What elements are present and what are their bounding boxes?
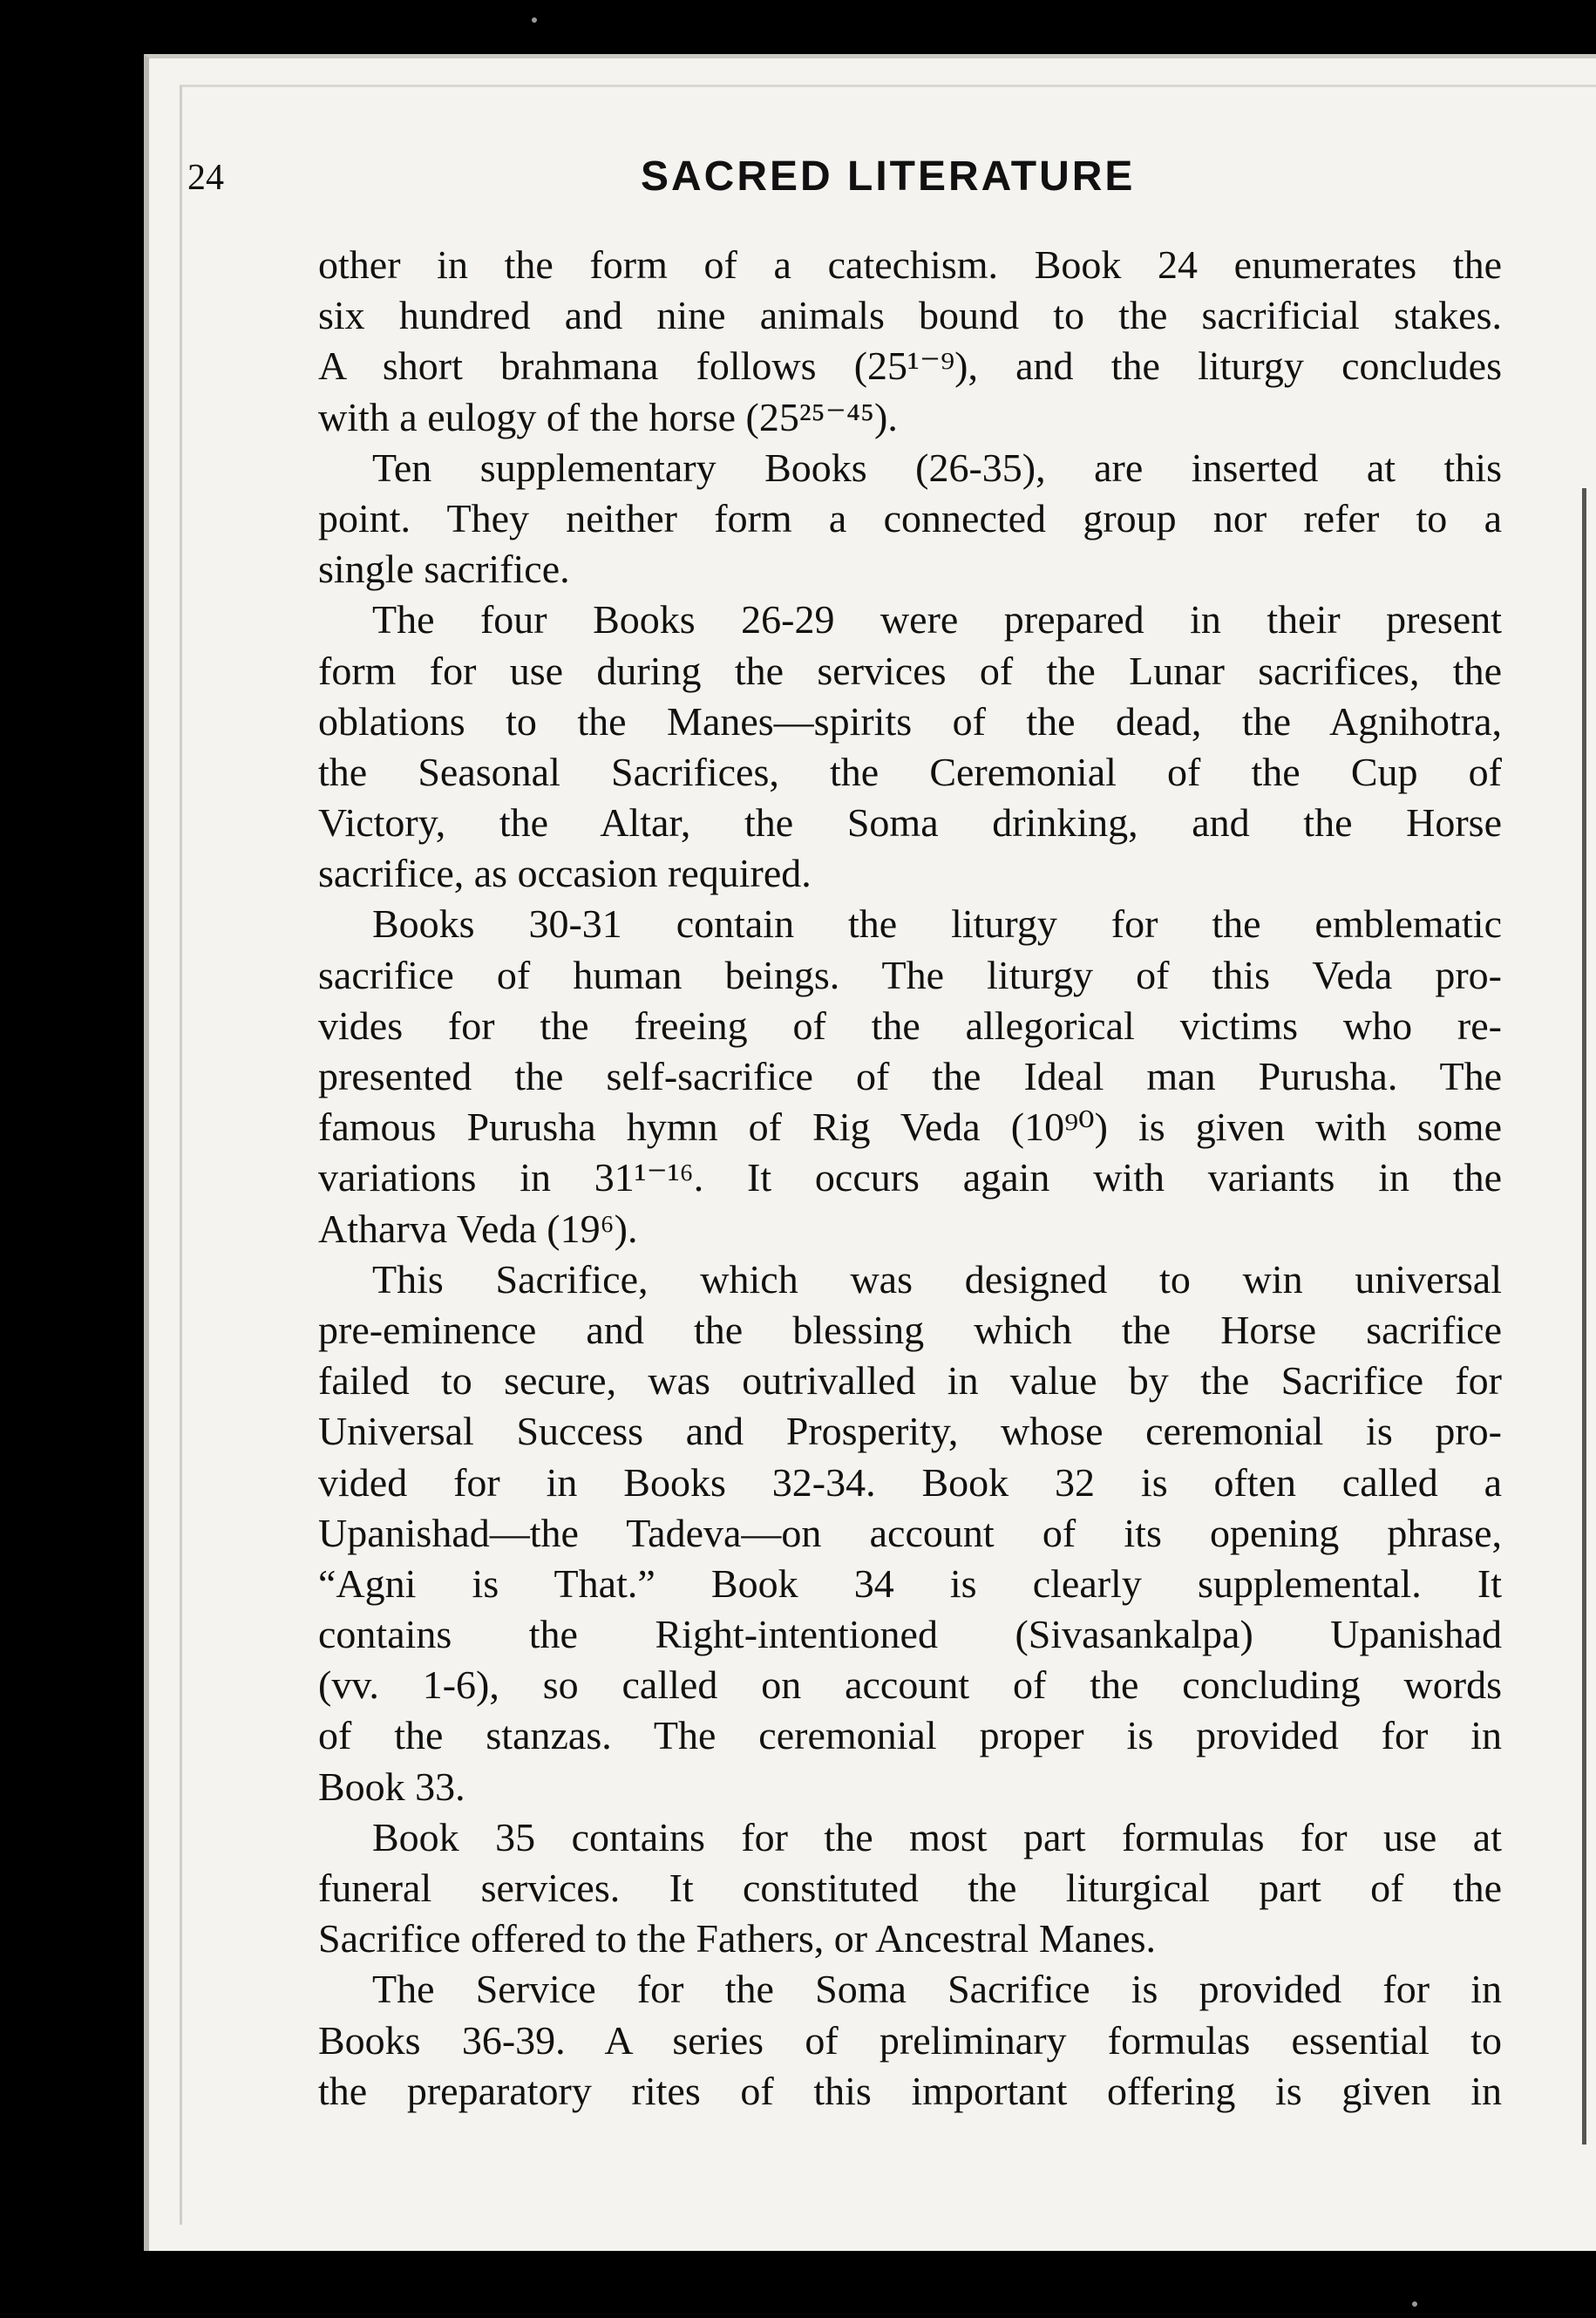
text-line: presented the self-sacrifice of the Ideal man Purusha. The <box>318 1054 1502 1098</box>
text-line: Book 33. <box>318 1764 465 1809</box>
text-line: funeral services. It constituted the liturgical part of the <box>318 1866 1502 1910</box>
text-line: Upanishad—the Tadeva—on account of its opening phrase, <box>318 1510 1502 1555</box>
text-line: famous Purusha hymn of Rig Veda (10⁹⁰) is given with some <box>318 1105 1502 1150</box>
text-line: This Sacrifice, which was designed to win universal <box>372 1256 1502 1302</box>
text-line: point. They neither form a connected group nor refer to a <box>318 495 1502 540</box>
page-edge-divider <box>1582 488 1586 2145</box>
text-line: form for use during the services of the Lunar sacrifices, the <box>318 648 1502 693</box>
text-line: the preparatory rites of this important offering is given in <box>318 2068 1502 2113</box>
text-line: (vv. 1-6), so called on account of the concluding words <box>318 1662 1502 1708</box>
scan-speck <box>532 17 537 23</box>
text-line: Ten supplementary Books (26-35), are inserted at this <box>372 445 1502 490</box>
text-line: pre-eminence and the blessing which the Horse sacrifice <box>318 1307 1502 1352</box>
running-title: SACRED LITERATURE <box>641 153 1136 200</box>
text-line: the Seasonal Sacrifices, the Ceremonial of the Cup of <box>318 749 1502 794</box>
text-line: of the stanzas. The ceremonial proper is provided for in <box>318 1713 1502 1758</box>
text-line: sacrifice of human beings. The liturgy of this Veda pro- <box>318 952 1502 997</box>
page-number: 24 <box>187 158 224 198</box>
text-line: vides for the freeing of the allegorical victims who re- <box>318 1003 1502 1048</box>
text-line: The four Books 26-29 were prepared in their present <box>372 597 1502 642</box>
text-line: Victory, the Altar, the Soma drinking, and the Horse <box>318 800 1502 846</box>
text-line: with a eulogy of the horse (25²⁵⁻⁴⁵). <box>318 394 898 439</box>
text-line: six hundred and nine animals bound to the sacrificial stakes. <box>318 293 1502 338</box>
text-line: other in the form of a catechism. Book 24 enumerates the <box>318 242 1502 287</box>
text-line: Atharva Veda (19⁶). <box>318 1206 638 1251</box>
text-line: Books 30-31 contain the liturgy for the emblematic <box>372 901 1502 947</box>
text-line: The Service for the Soma Sacrifice is provided for in <box>372 1967 1502 2012</box>
body-text <box>318 240 1502 2117</box>
text-line: contains the Right-intentioned (Sivasankalpa) Upanishad <box>318 1612 1502 1657</box>
text-line: variations in 31¹⁻¹⁶. It occurs again with variants in the <box>318 1155 1502 1200</box>
page-header <box>187 153 1233 214</box>
scan-speck <box>1412 2301 1417 2307</box>
text-line: Sacrifice offered to the Fathers, or Ancestral Manes. <box>318 1916 1156 1961</box>
text-line: oblations to the Manes—spirits of the dead, the Agnihotra, <box>318 698 1502 744</box>
text-line: “Agni is That.” Book 34 is clearly supplemental. It <box>318 1560 1502 1606</box>
text-line: single sacrifice. <box>318 547 570 592</box>
text-line: Books 36-39. A series of preliminary formulas essential to <box>318 2017 1502 2063</box>
text-line: failed to secure, was outrivalled in value by the Sacrifice for <box>318 1358 1502 1404</box>
text-line: vided for in Books 32-34. Book 32 is often called a <box>318 1459 1502 1505</box>
text-line: sacrifice, as occasion required. <box>318 851 812 896</box>
text-line: Book 35 contains for the most part formulas for use at <box>372 1814 1502 1859</box>
text-line: Universal Success and Prosperity, whose ceremonial is pro- <box>318 1409 1502 1454</box>
text-line: A short brahmana follows (25¹⁻⁹), and the liturgy concludes <box>318 343 1502 389</box>
